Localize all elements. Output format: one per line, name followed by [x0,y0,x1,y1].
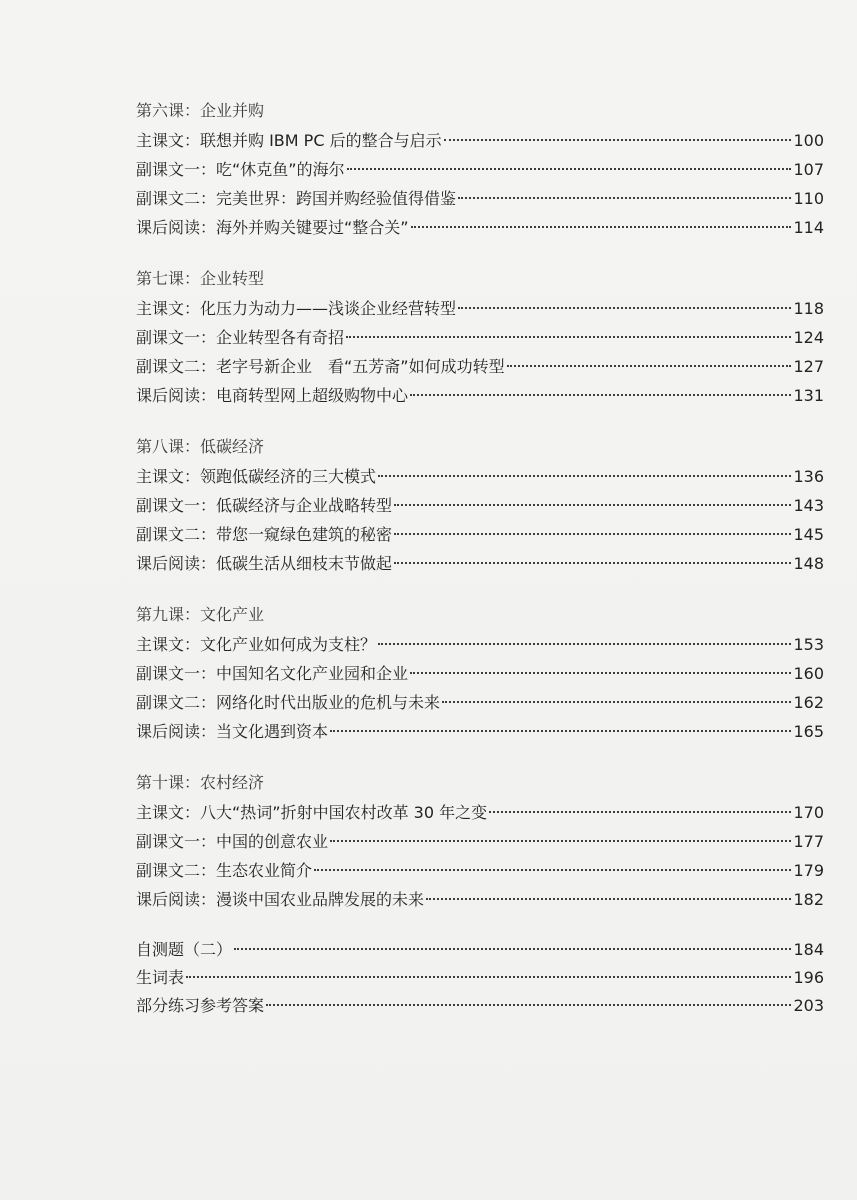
dot-leader [458,307,791,309]
page-number: 114 [793,218,824,237]
section-title: 第六课：企业并购 [136,101,265,120]
section-title: 第十课：农村经济 [136,773,265,792]
toc-entry [136,630,824,659]
page-number: 196 [793,968,824,987]
page-number: 184 [793,940,824,959]
page-number: 127 [793,357,824,376]
dot-leader [394,533,791,535]
page-number: 118 [793,299,824,318]
toc-entry [136,549,824,578]
entry-title: 副课文二：带您一窥绿色建筑的秘密 [136,525,393,544]
entry-title: 主课文：领跑低碳经济的三大模式 [136,467,377,486]
dot-leader [234,948,791,950]
page-number: 145 [793,525,824,544]
toc-entry [136,381,824,410]
toc-entry [136,964,824,992]
page-number: 182 [793,890,824,909]
dot-leader [330,840,791,842]
toc-entry [136,352,824,381]
toc-entry [136,659,824,688]
page-number: 160 [793,664,824,683]
page-number: 165 [793,722,824,741]
page-number: 110 [793,189,824,208]
page-number: 153 [793,635,824,654]
entry-title: 生词表 [136,968,185,987]
entry-title: 课后阅读：漫谈中国农业品牌发展的未来 [136,890,425,909]
entry-title: 副课文二：完美世界：跨国并购经验值得借鉴 [136,189,457,208]
dot-leader [394,504,791,506]
section-lesson-8 [136,432,824,578]
page-number: 107 [793,160,824,179]
section-lesson-9 [136,600,824,746]
entry-title: 副课文一：中国知名文化产业园和企业 [136,664,409,683]
dot-leader [186,976,791,978]
toc-entry [136,155,824,184]
dot-leader [330,730,791,732]
page-number: 203 [793,996,824,1015]
toc-entry [136,936,824,964]
toc-entry [136,992,824,1020]
dot-leader [266,1004,791,1006]
page-number: 131 [793,386,824,405]
entry-title: 副课文一：低碳经济与企业战略转型 [136,496,393,515]
toc-entry [136,213,824,242]
toc-entry [136,294,824,323]
entry-title: 主课文：化压力为动力——浅谈企业经营转型 [136,299,457,318]
dot-leader [444,139,792,141]
entry-title: 主课文：文化产业如何成为支柱？ [136,635,377,654]
toc-entry [136,491,824,520]
toc-entry [136,798,824,827]
entry-title: 副课文二：网络化时代出版业的危机与未来 [136,693,441,712]
entry-title: 课后阅读：海外并购关键要过“整合关” [136,218,409,237]
toc-entry [136,184,824,213]
section-title: 第九课：文化产业 [136,605,265,624]
dot-leader [442,701,791,703]
dot-leader [314,869,791,871]
page-number: 136 [793,467,824,486]
toc-entry [136,717,824,746]
entry-title: 副课文二：老字号新企业 看“五芳斋”如何成功转型 [136,357,505,376]
toc-entry [136,856,824,885]
toc-entry [136,462,824,491]
dot-leader [507,365,792,367]
entry-title: 自测题（二） [136,940,233,959]
entry-title: 课后阅读：电商转型网上超级购物中心 [136,386,409,405]
toc-entry [136,323,824,352]
entry-title: 副课文二：生态农业简介 [136,861,313,880]
page-number: 143 [793,496,824,515]
dot-leader [458,197,791,199]
section-lesson-7 [136,264,824,410]
toc-entry [136,126,824,155]
entry-title: 副课文一：中国的创意农业 [136,832,329,851]
entry-title: 副课文一：吃“休克鱼”的海尔 [136,160,345,179]
page-number: 148 [793,554,824,573]
entry-title: 副课文一：企业转型各有奇招 [136,328,345,347]
page-number: 179 [793,861,824,880]
page-number: 100 [793,131,824,150]
section-lesson-10 [136,768,824,914]
entry-title: 主课文：八大“热词”折射中国农村改革 30 年之变 [136,803,488,822]
dot-leader [489,811,791,813]
page-number: 162 [793,693,824,712]
toc-entry [136,827,824,856]
toc-entry [136,885,824,914]
appendix-list [136,936,824,1020]
page-number: 177 [793,832,824,851]
toc-entry [136,688,824,717]
toc-entry [136,520,824,549]
entry-title: 主课文：联想并购 IBM PC 后的整合与启示 [136,131,442,150]
entry-title: 部分练习参考答案 [136,996,265,1015]
dot-leader [394,562,791,564]
entry-title: 课后阅读：当文化遇到资本 [136,722,329,741]
section-lesson-6 [136,96,824,242]
section-title: 第七课：企业转型 [136,269,265,288]
dot-leader [347,168,792,170]
dot-leader [346,336,791,338]
dot-leader [411,226,792,228]
page-number: 170 [793,803,824,822]
table-of-contents [136,96,824,1020]
entry-title: 课后阅读：低碳生活从细枝末节做起 [136,554,393,573]
dot-leader [410,672,791,674]
dot-leader [378,643,791,645]
page-number: 124 [793,328,824,347]
section-title: 第八课：低碳经济 [136,437,265,456]
dot-leader [426,898,791,900]
dot-leader [410,394,791,396]
dot-leader [378,475,791,477]
